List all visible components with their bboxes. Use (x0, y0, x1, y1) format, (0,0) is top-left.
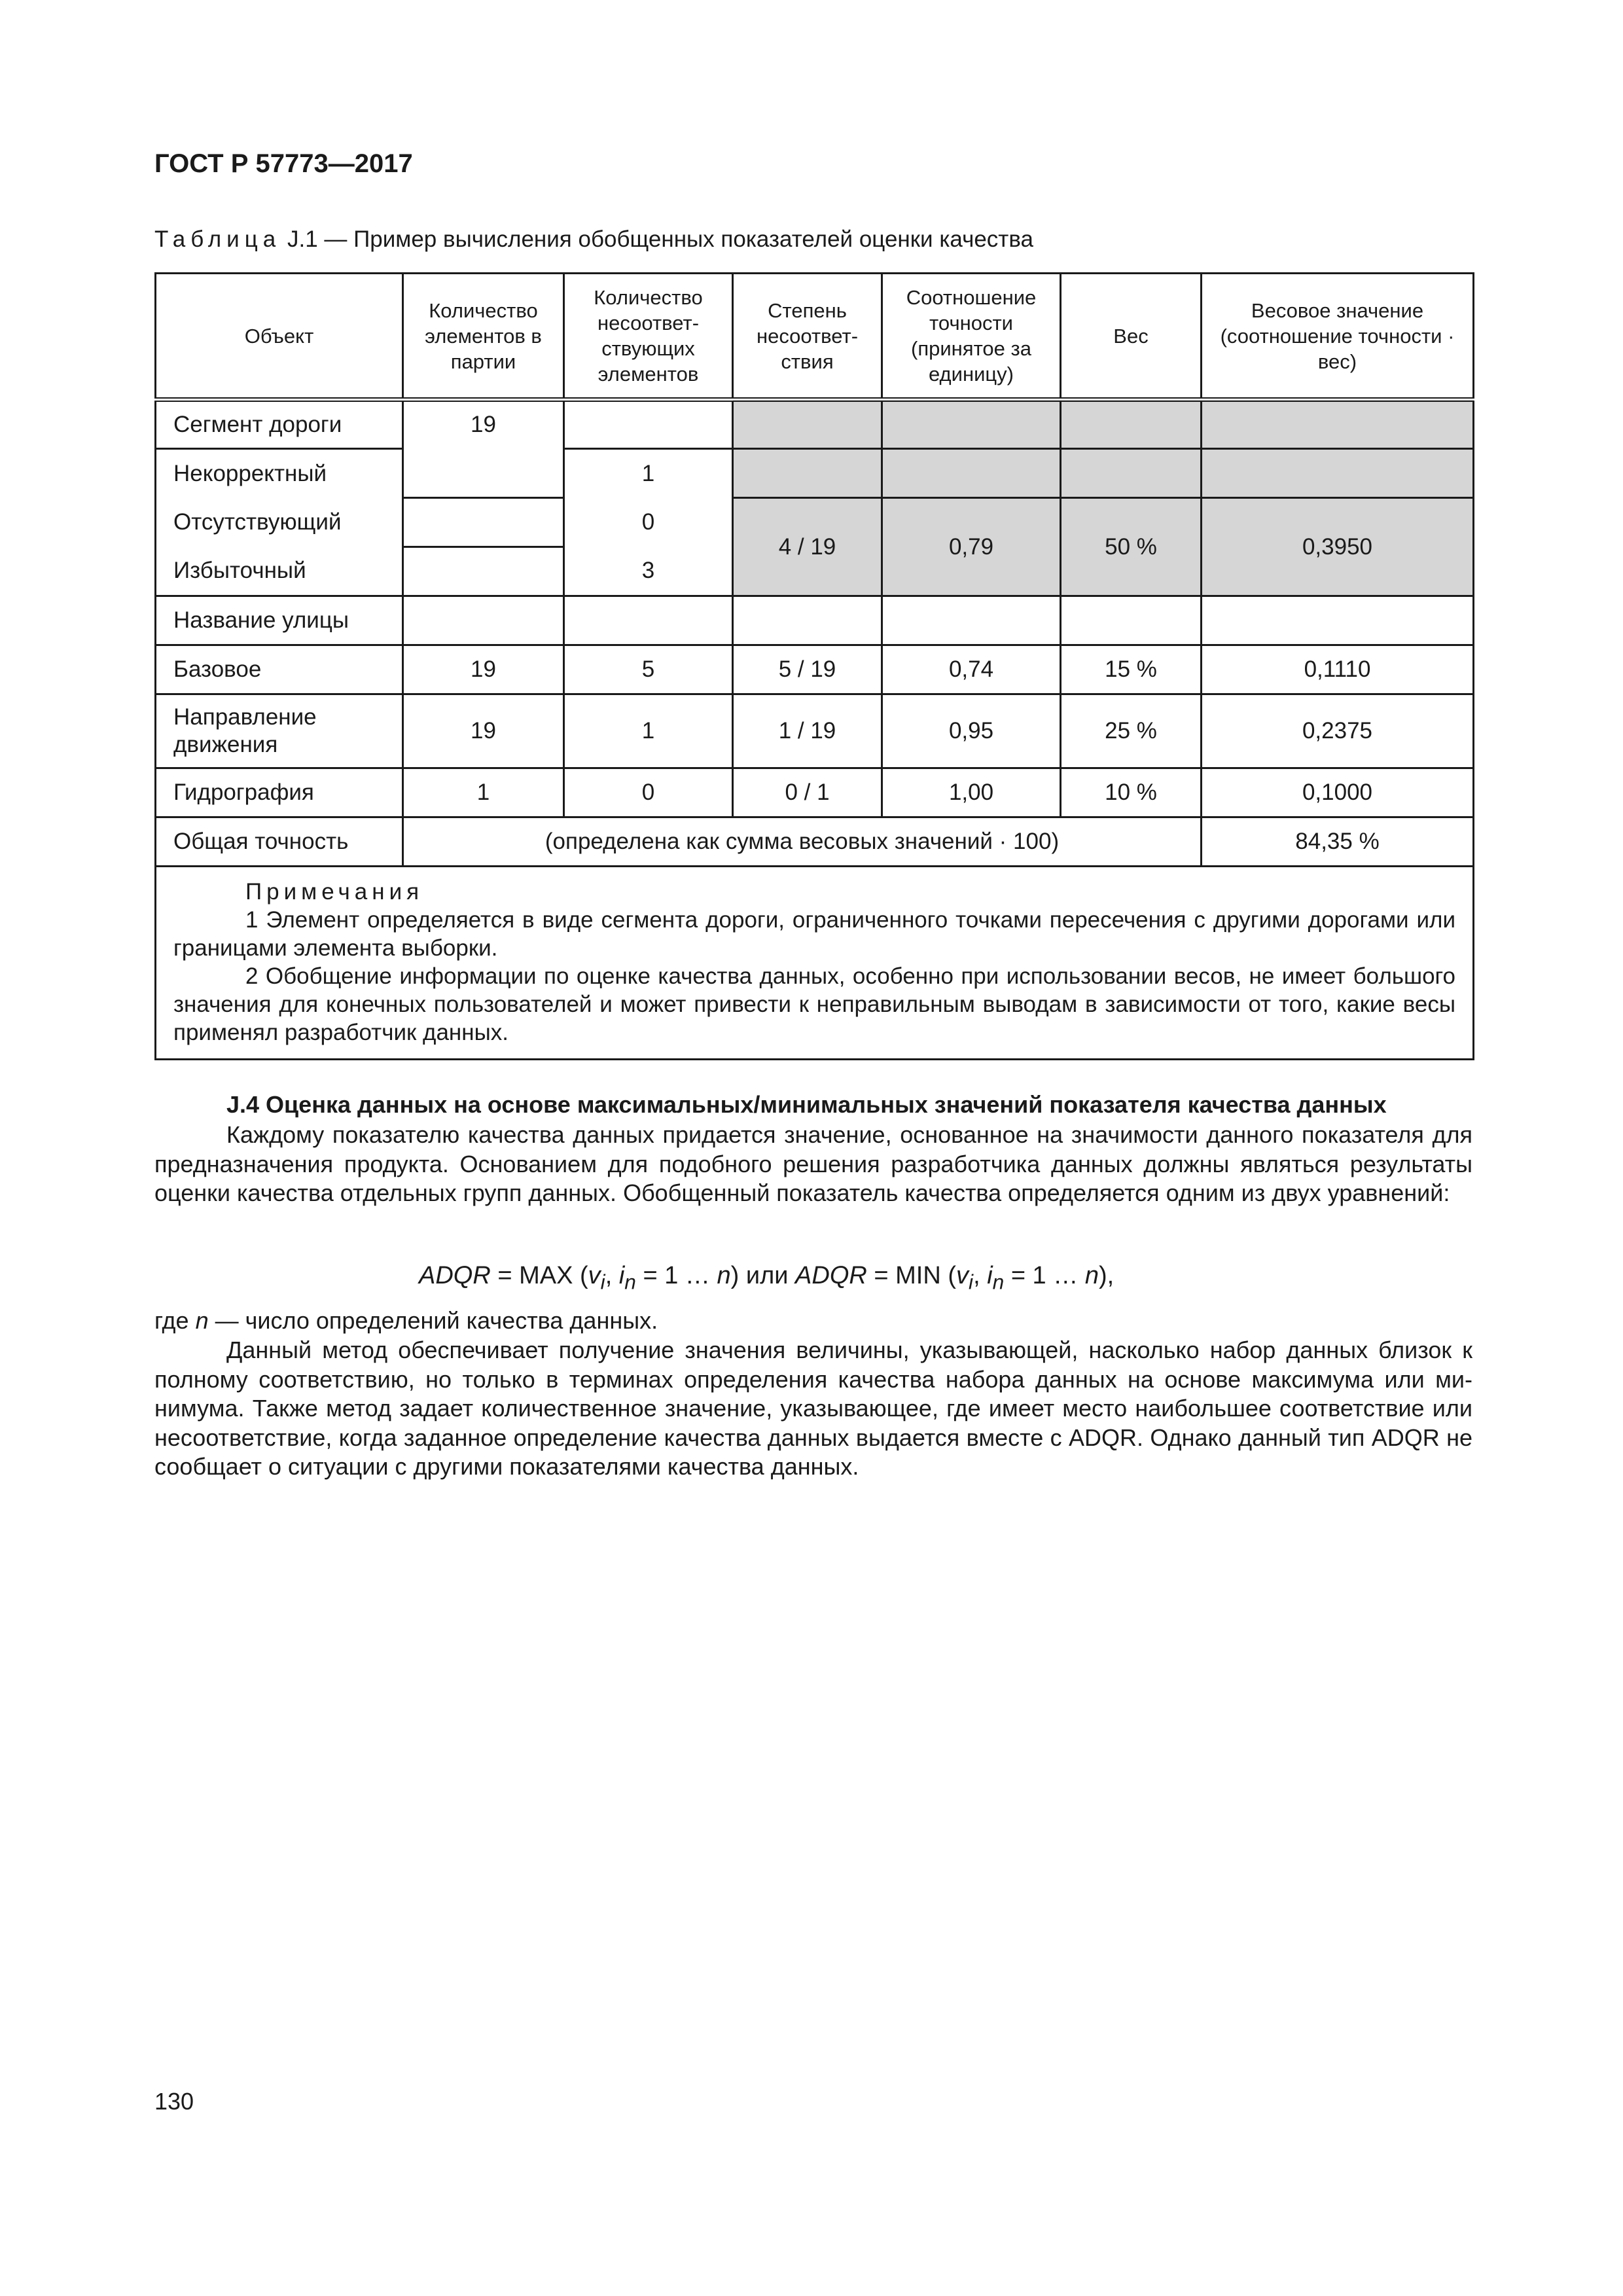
paragraph-1: Каждому показателю качества данных придается значение, основанное на значимости данного показателя для предназначения продукта. Основанием для подобного решения разработчика данных должны являться результаты оценки качества отдельных групп данных. Обобщенный показатель качества определяется одним из двух уравнений: (154, 1121, 1472, 1206)
cell-degree: 1 / 19 (733, 694, 882, 768)
caption-text: J.1 — Пример вычисления обобщенных показателей оценки качества (287, 226, 1033, 252)
cell-degree: 5 / 19 (733, 645, 882, 694)
cell-ratio: 0,79 (882, 498, 1061, 596)
cell-name: Сегмент дороги (156, 400, 403, 449)
cell-ratio: 1,00 (882, 768, 1061, 817)
cell-weight (1061, 400, 1202, 449)
col-weighted: Весовое значение (соотношение точности · вес) (1202, 274, 1474, 400)
formula-sub-i: i (600, 1270, 605, 1294)
cell-weighted: 0,1000 (1202, 768, 1474, 817)
cell-weight: 50 % (1061, 498, 1202, 596)
formula-sub-n-2: n (992, 1270, 1005, 1294)
table-row (156, 449, 1474, 498)
cell-weight (1061, 596, 1202, 645)
cell-nonconf: 0 (564, 768, 733, 817)
cell-ratio (882, 596, 1061, 645)
cell-name: Избыточный (156, 547, 403, 596)
cell-nonconf (564, 400, 733, 449)
cell-total-value: 84,35 % (1202, 817, 1474, 867)
cell-weighted (1202, 400, 1474, 449)
notes-title: Примечания (245, 879, 424, 905)
formula-v: v (588, 1262, 601, 1289)
cell-ratio: 0,74 (882, 645, 1061, 694)
note-item: 1 Элемент определяется в виде сегмента дороги, ограниченного точками пересечения с другими дорогами или границами элемента выборки. (173, 907, 1455, 961)
formula-i: i (618, 1262, 625, 1289)
quality-table (154, 272, 1474, 1060)
cell-count: 19 (403, 694, 564, 768)
where-rest: — число определений качества данных. (215, 1307, 658, 1334)
table-row (156, 768, 1474, 817)
formula: ADQR = MAX ($v_i$, $i_n = 1$ … n) или ADQR = MIN ($v_i$, $i_n = 1$ … n), (419, 1262, 1115, 1294)
page-number: 130 (154, 2088, 194, 2115)
cell-weight (1061, 449, 1202, 498)
cell-name: Гидрография (156, 768, 403, 817)
where-prefix: где (154, 1307, 189, 1334)
cell-name: Направление движения (156, 694, 403, 768)
cell-ratio: 0,95 (882, 694, 1061, 768)
cell-degree (733, 449, 882, 498)
formula-or: ) или (730, 1262, 789, 1289)
cell-weighted: 0,3950 (1202, 498, 1474, 596)
table-row (156, 498, 1474, 547)
cell-weight: 10 % (1061, 768, 1202, 817)
cell-weighted: 0,1110 (1202, 645, 1474, 694)
table-row-total (156, 817, 1474, 867)
col-ratio: Соотношение точности (принятое за единицу) (882, 274, 1061, 400)
cell-count (403, 547, 564, 596)
col-object: Объект (156, 274, 403, 400)
cell-weight: 15 % (1061, 645, 1202, 694)
formula-i-2: i (987, 1262, 993, 1289)
table-notes-row (156, 867, 1474, 1060)
note-item: 2 Обобщение информации по оценке качества данных, особенно при использовании весов, не имеет большого значения для конечных пользователей и может привести к неправильным выводам в зависимости от того, какие весы применял разработчик данных. (173, 963, 1455, 1045)
table-row (156, 645, 1474, 694)
cell-name: Базовое (156, 645, 403, 694)
cell-ratio (882, 400, 1061, 449)
cell-degree: 4 / 19 (733, 498, 882, 596)
table-row (156, 694, 1474, 768)
formula-min: = MIN ( (874, 1262, 957, 1289)
col-weight: Вес (1061, 274, 1202, 400)
table-row (156, 596, 1474, 645)
cell-degree (733, 596, 882, 645)
cell-weighted (1202, 596, 1474, 645)
cell-nonconf: 5 (564, 645, 733, 694)
cell-count (403, 596, 564, 645)
cell-total-description: (определена как сумма весовых значений · 100) (403, 817, 1202, 867)
caption-word: Таблица (154, 226, 281, 252)
cell-nonconf (564, 596, 733, 645)
table-notes (156, 867, 1474, 1060)
table-caption (154, 226, 1033, 253)
cell-weighted (1202, 449, 1474, 498)
cell-weight: 25 % (1061, 694, 1202, 768)
cell-count: 19 (403, 400, 564, 498)
formula-n: n (717, 1262, 731, 1289)
cell-count (403, 498, 564, 547)
cell-nonconf: 1 (564, 449, 733, 498)
formula-adqr-2: ADQR (795, 1262, 867, 1289)
cell-name: Отсутствующий (156, 498, 403, 547)
cell-degree: 0 / 1 (733, 768, 882, 817)
cell-degree (733, 400, 882, 449)
table-header-row (156, 274, 1474, 400)
formula-n-2: n (1084, 1262, 1099, 1289)
cell-nonconf: 0 (564, 498, 733, 547)
table-row (156, 400, 1474, 449)
cell-count: 1 (403, 768, 564, 817)
formula-max: = MAX ( (497, 1262, 588, 1289)
formula-sub-n: n (624, 1270, 636, 1294)
cell-weighted: 0,2375 (1202, 694, 1474, 768)
formula-adqr: ADQR (419, 1262, 491, 1289)
cell-name: Название улицы (156, 596, 403, 645)
formula-range: = 1 … (643, 1262, 710, 1289)
cell-name: Общая точность (156, 817, 403, 867)
col-degree: Степень несоответствия (733, 274, 882, 400)
where-var: n (195, 1307, 209, 1334)
cell-name: Некорректный (156, 449, 403, 498)
col-count: Количество элементов в партии (403, 274, 564, 400)
cell-ratio (882, 449, 1061, 498)
cell-nonconf: 1 (564, 694, 733, 768)
cell-count: 19 (403, 645, 564, 694)
paragraph-2: Данный метод обеспечивает получение значения величины, указывающей, насколько набор данных близок к полному соответствию, но только в терминах определения качества набора данных на основе максимума или минимума. Также метод задает количественное значение, указывающее, где имеет место наибольшее соответствие или несоответствие, когда заданное определение качества данных выдается вместе с ADQR. Однако данный тип ADQR не сообщает о ситуации с другими показателями качества данных. (154, 1336, 1472, 1480)
formula-sub-i-2: i (969, 1270, 974, 1294)
formula-range-2: = 1 … (1010, 1262, 1079, 1289)
section-heading: J.4 Оценка данных на основе максимальных/минимальных значений показателя качества данных (226, 1091, 1387, 1118)
cell-nonconf: 3 (564, 547, 733, 596)
formula-end: ), (1098, 1262, 1115, 1289)
formula-v-2: v (956, 1262, 969, 1289)
col-nonconf: Количество несоответствующих элементов (564, 274, 733, 400)
where-line (154, 1306, 1472, 1336)
document-code: ГОСТ Р 57773—2017 (154, 149, 413, 178)
